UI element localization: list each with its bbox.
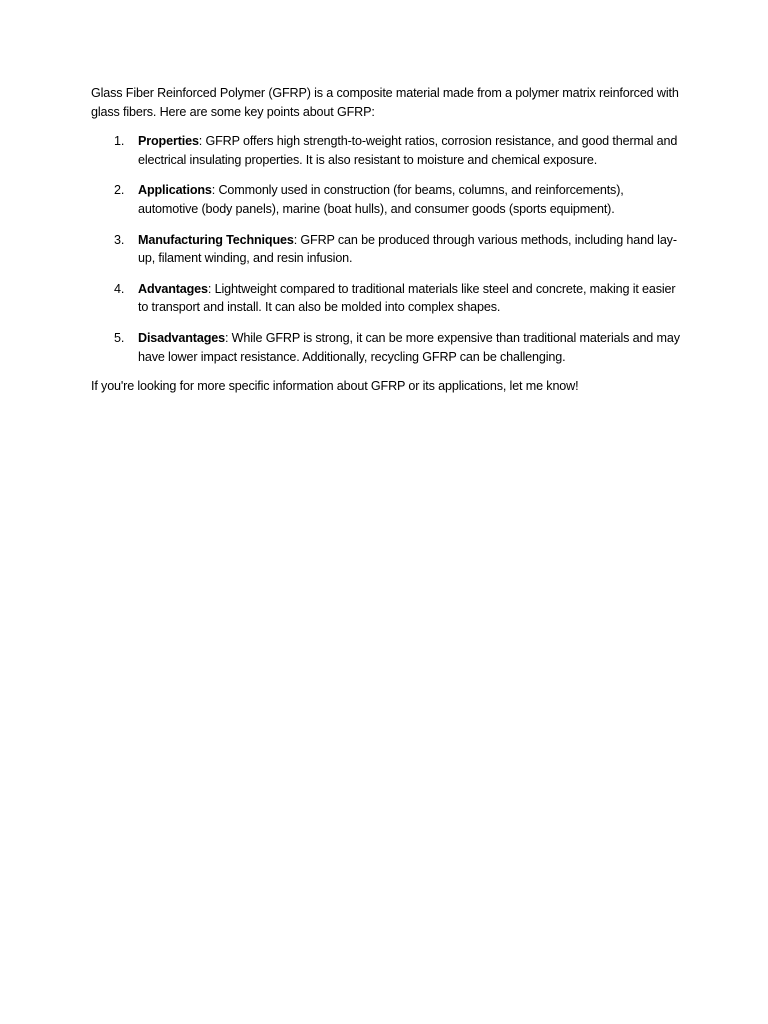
list-item-term: Manufacturing Techniques bbox=[138, 232, 294, 247]
list-item-text: : While GFRP is strong, it can be more expensive than traditional materials and may have lower impact resistance. Additionally, recycling GFRP can be challenging. bbox=[138, 330, 680, 364]
list-item-text: : GFRP can be produced through various methods, including hand lay-up, filament winding, and resin infusion. bbox=[138, 232, 677, 266]
list-item-term: Disadvantages bbox=[138, 330, 225, 345]
list-item-term: Applications bbox=[138, 183, 212, 198]
intro-paragraph: Glass Fiber Reinforced Polymer (GFRP) is a composite material made from a polymer matrix reinforced with glass fibers. Here are some key points about GFRP: bbox=[91, 86, 679, 119]
list-item-number: 1. bbox=[114, 134, 125, 149]
list-item bbox=[91, 132, 681, 169]
closing-paragraph: If you're looking for more specific information about GFRP or its applications, let me know! bbox=[91, 379, 579, 394]
list-item-number: 5. bbox=[114, 330, 125, 345]
list-item-number: 3. bbox=[114, 232, 125, 247]
list-item-number: 2. bbox=[114, 183, 125, 198]
list-item bbox=[91, 181, 681, 218]
list-item-text: : Lightweight compared to traditional materials like steel and concrete, making it easier to transport and install. It can also be molded into complex shapes. bbox=[138, 281, 676, 315]
key-points-list bbox=[91, 132, 681, 366]
list-item-text: : Commonly used in construction (for beams, columns, and reinforcements), automotive (body panels), marine (boat hulls), and consumer goods (sports equipment). bbox=[138, 183, 624, 216]
list-item bbox=[91, 329, 681, 366]
list-item-term: Advantages bbox=[138, 281, 208, 296]
list-item bbox=[91, 280, 681, 317]
list-item-number: 4. bbox=[114, 281, 125, 296]
document-page bbox=[91, 84, 681, 396]
list-item bbox=[91, 231, 681, 268]
list-item-term: Properties bbox=[138, 134, 199, 149]
list-item-text: : GFRP offers high strength-to-weight ratios, corrosion resistance, and good thermal and electrical insulating properties. It is also resistant to moisture and chemical exposure. bbox=[138, 134, 678, 167]
